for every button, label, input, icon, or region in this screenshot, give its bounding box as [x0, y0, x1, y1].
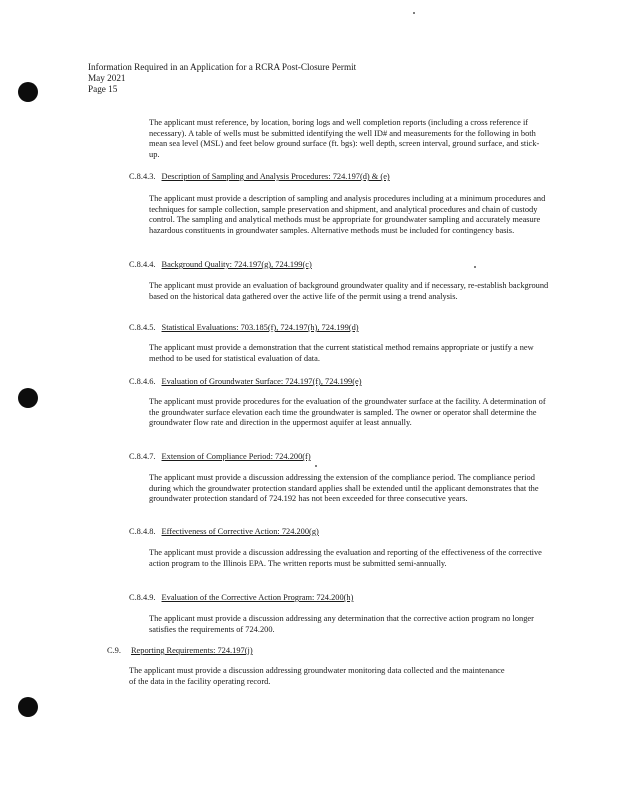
header-date: May 2021	[88, 73, 126, 83]
header-title: Information Required in an Application for a RCRA Post-Closure Permit	[88, 62, 357, 72]
section-body: The applicant must provide an evaluation of background groundwater quality and if necessary, re-establish background based on the historical data gathered over the active life of the permit using a trend analysis.	[149, 281, 549, 301]
section-number: C.8.4.4.	[129, 260, 156, 269]
section-body: The applicant must provide a discussion addressing the evaluation and reporting of the effectiveness of the corrective action program to the Illinois EPA. The written reports must be submitted semi-annually.	[149, 548, 542, 568]
section-title: Background Quality: 724.197(g), 724.199(c)	[161, 260, 312, 269]
section-body: The applicant must provide procedures for the evaluation of the groundwater surface at the facility. A determination of the groundwater surface elevation each time the groundwater is sampled. The owner or operator shall determine the groundwater flow rate and direction in the uppermost aquifer at least annually.	[149, 397, 546, 428]
binder-hole-top	[18, 82, 38, 102]
header-page-number: Page 15	[88, 84, 118, 94]
binder-hole-bottom	[18, 697, 38, 717]
section-heading	[129, 259, 312, 270]
scan-speck	[315, 465, 317, 467]
section-number: C.8.4.7.	[129, 452, 156, 461]
section-title: Statistical Evaluations: 703.185(f), 724.197(h), 724.199(d)	[161, 323, 359, 332]
section-title: Effectiveness of Corrective Action: 724.200(g)	[161, 527, 319, 536]
section-number: C.8.4.8.	[129, 527, 156, 536]
intro-paragraph: The applicant must reference, by location, boring logs and well completion reports (including a cross reference if necessary). A table of wells must be submitted identifying the well ID# and measurements for the following in both mean sea level (MSL) and feet below ground surface (ft. bgs): well depth, screen interval, ground surface, and stick-up.	[149, 118, 540, 159]
section-body: The applicant must provide a description of sampling and analysis procedures including at a minimum procedures and techniques for sample collection, sample preservation and shipment, and analytical procedures and chain of custody control. The sampling and analytical methods must be appropriate for groundwater sampling and accurately measure hazardous constituents in groundwater samples. Alternative methods must be included for contingency basis.	[149, 194, 546, 235]
section-title: Reporting Requirements: 724.197(j)	[130, 646, 253, 655]
section-title: Evaluation of Groundwater Surface: 724.197(f), 724.199(e)	[161, 377, 362, 386]
scan-speck	[474, 266, 476, 268]
section-number: C.8.4.9.	[129, 593, 156, 602]
section-body: The applicant must provide a discussion addressing the extension of the compliance period. The compliance period during which the groundwater protection standard applies shall be extended until the applicant demonstrates that the groundwater protection standard of 724.192 has not been exceeded for three consecutive years.	[149, 473, 539, 504]
section-heading	[129, 376, 362, 387]
section-number: C.9.	[107, 646, 121, 655]
page-header	[88, 62, 356, 95]
section-body: The applicant must provide a discussion addressing groundwater monitoring data collected and the maintenance of the data in the facility operating record.	[129, 666, 505, 686]
section-title: Description of Sampling and Analysis Procedures: 724.197(d) & (e)	[161, 172, 390, 181]
section-title: Evaluation of the Corrective Action Program: 724.200(h)	[161, 593, 354, 602]
section-number: C.8.4.5.	[129, 323, 156, 332]
section-heading	[107, 645, 253, 656]
section-heading	[129, 526, 319, 537]
scan-speck	[413, 12, 415, 14]
section-title: Extension of Compliance Period: 724.200(f)	[161, 452, 311, 461]
section-number: C.8.4.6.	[129, 377, 156, 386]
section-body: The applicant must provide a demonstration that the current statistical method remains appropriate or justify a new method to be used for statistical evaluation of data.	[149, 343, 534, 363]
section-heading	[129, 171, 390, 182]
section-body: The applicant must provide a discussion addressing any determination that the corrective action program no longer satisfies the requirements of 724.200.	[149, 614, 534, 634]
binder-hole-middle	[18, 388, 38, 408]
section-heading	[129, 592, 353, 603]
section-heading	[129, 451, 311, 462]
section-heading	[129, 322, 359, 333]
section-number: C.8.4.3.	[129, 172, 156, 181]
